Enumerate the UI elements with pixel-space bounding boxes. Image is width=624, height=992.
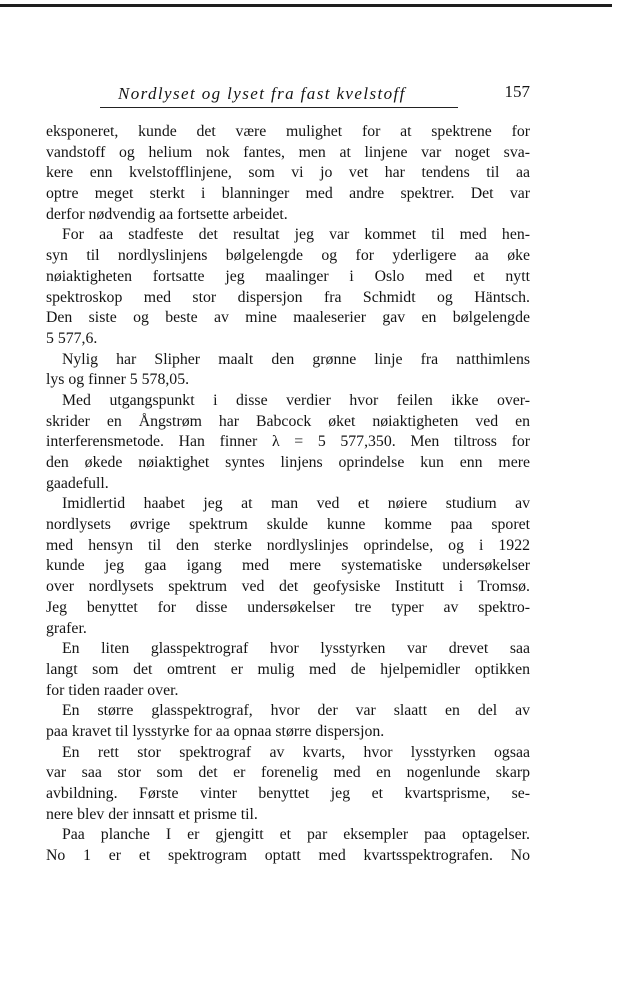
header-rule — [100, 107, 458, 108]
text-line: 5 577,6. — [46, 329, 98, 347]
text-line: avbildning. Første vinter benyttet jeg et kvartsprisme, se- — [46, 785, 530, 802]
text-line: nere blev der innsatt et prisme til. — [46, 805, 258, 823]
text-line: Jeg benyttet for disse undersøkelser tre typer av spektro- — [46, 598, 530, 616]
text-line: nøiaktigheten fortsatte jeg maalinger i Oslo med et nytt — [46, 267, 530, 285]
text-line: Nylig har Slipher maalt den grønne linje fra natthimlens — [62, 350, 530, 368]
text-line: syn til nordlyslinjens bølgelengde og for yderligere aa øke — [46, 247, 530, 265]
text-line: optre meget sterkt i blanninger med andre spektrer. Det var — [46, 185, 530, 203]
text-line: paa kravet til lysstyrke for aa opnaa større dispersjon. — [46, 722, 385, 740]
text-line: med hensyn til den sterke nordlyslinjes oprindelse, og i 1922 — [46, 536, 530, 554]
text-line: gaadefull. — [46, 474, 109, 492]
text-line: En liten glasspektrograf hvor lysstyrken var drevet saa — [62, 640, 530, 658]
text-line: En rett stor spektrograf av kvarts, hvor lysstyrken ogsaa — [62, 743, 530, 761]
text-line: skrider en Ångstrøm har Babcock øket nøiaktigheten ved en — [46, 412, 530, 430]
text-line: interferensmetode. Han finner λ = 5 577,350. Men tiltross for — [46, 433, 530, 451]
text-line: eksponeret, kunde det være mulighet for at spektrene for — [46, 123, 530, 140]
text-line: Den siste og beste av mine maaleserier gav en bølgelengde — [46, 309, 530, 327]
text-line: En større glasspektrograf, hvor der var slaatt en del av — [62, 702, 530, 720]
text-line: over nordlysets spektrum ved det geofysiske Institutt i Tromsø. — [46, 578, 530, 596]
text-line: No 1 er et spektrogram optatt med kvartsspektrografen. No — [46, 847, 530, 865]
text-line: Med utgangspunkt i disse verdier hvor feilen ikke over- — [62, 391, 530, 409]
text-line: grafer. — [46, 619, 87, 637]
text-line: kunde jeg gaa igang med mere systematiske undersøkelser — [46, 557, 530, 575]
text-line: Imidlertid haabet jeg at man ved et nøiere studium av — [62, 495, 530, 513]
running-title: Nordlyset og lyset fra fast kvelstoff — [118, 84, 406, 103]
text-line: var saa stor som det er forenelig med en nogenlunde skarp — [46, 764, 530, 782]
page-header — [46, 84, 530, 108]
text-line: den økede nøiaktighet syntes linjens oprindelse kun enn mere — [46, 454, 530, 471]
text-line: Paa planche I er gjengitt et par eksempler paa optagelser. — [62, 826, 530, 844]
text-line: nordlysets øvrige spektrum skulde kunne komme paa sporet — [46, 516, 530, 534]
page-number: 157 — [504, 82, 530, 101]
text-line: langt som det omtrent er mulig med de hjelpemidler optikken — [46, 660, 530, 678]
body-text — [46, 122, 530, 867]
text-line: kere enn kvelstofflinjene, som vi jo vet har tendens til aa — [46, 164, 530, 182]
text-line: spektroskop med stor dispersjon fra Schmidt og Häntsch. — [46, 288, 530, 306]
text-line: vandstoff og helium nok fantes, men at linjene var noget sva- — [46, 143, 530, 161]
text-line: for tiden raader over. — [46, 681, 179, 699]
text-line: derfor nødvendig aa fortsette arbeidet. — [46, 205, 288, 223]
top-border-rule — [0, 4, 612, 7]
text-line: lys og finner 5 578,05. — [46, 371, 190, 389]
text-line: For aa stadfeste det resultat jeg var kommet til med hen- — [62, 226, 530, 244]
